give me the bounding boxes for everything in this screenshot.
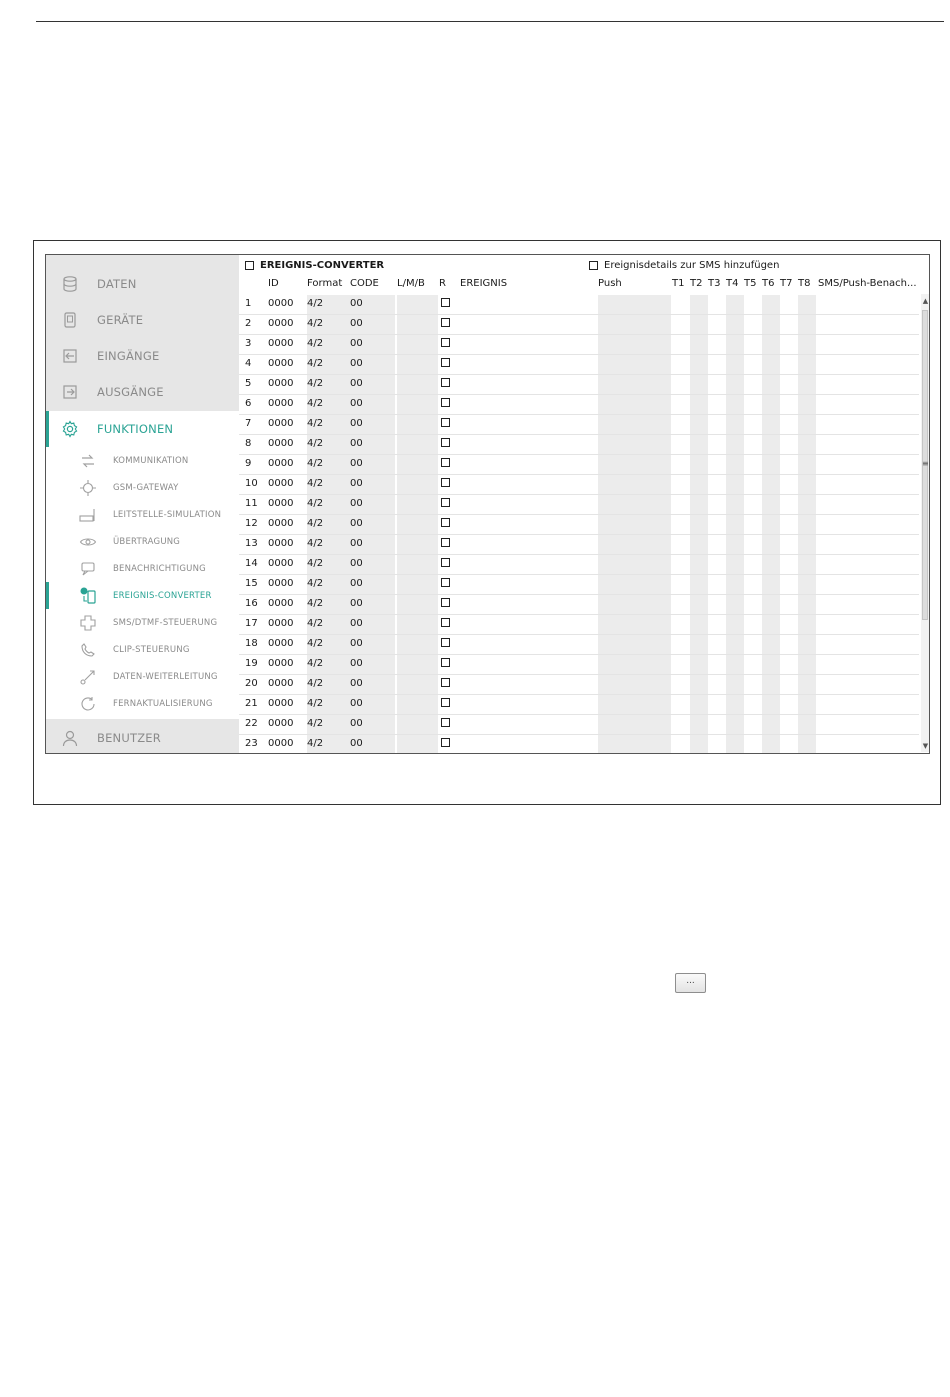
table-row[interactable] [239,475,919,495]
row-number[interactable]: 3 [245,338,252,349]
code-cell[interactable]: 00 [350,638,363,649]
sidebar-item-geraete[interactable] [46,302,239,338]
table-row[interactable] [239,595,919,615]
table-row[interactable] [239,555,919,575]
restore-checkbox[interactable] [441,438,450,447]
restore-checkbox[interactable] [441,418,450,427]
sidebar-item-label: FUNKTIONEN [97,422,174,436]
row-number[interactable]: 13 [245,538,258,549]
id-cell[interactable]: 0000 [268,458,294,469]
code-cell[interactable]: 00 [350,698,363,709]
row-number[interactable]: 7 [245,418,252,429]
table-row[interactable] [239,515,919,535]
sidebar-subitem-fernaktualisierung[interactable] [46,690,239,717]
code-cell[interactable]: 00 [350,598,363,609]
format-cell[interactable]: 4/2 [307,418,324,429]
code-cell[interactable]: 00 [350,718,363,729]
event-converter-checkbox[interactable] [245,261,254,270]
sidebar-subitem-gsm-gateway[interactable] [46,474,239,501]
column-header[interactable]: T6 [762,278,775,289]
restore-checkbox[interactable] [441,458,450,467]
id-cell[interactable]: 0000 [268,298,294,309]
sidebar-item-daten[interactable] [46,266,239,302]
row-number[interactable]: 19 [245,658,258,669]
row-number[interactable]: 15 [245,578,258,589]
row-number[interactable]: 9 [245,458,252,469]
event-converter-panel [239,255,929,753]
column-header[interactable]: T7 [780,278,793,289]
restore-checkbox[interactable] [441,558,450,567]
event-converter-toggle[interactable] [245,260,384,271]
remote-update-icon [79,695,97,713]
restore-checkbox-cell [441,555,450,574]
user-icon [61,729,79,747]
sidebar-item-eingaenge[interactable] [46,338,239,374]
sidebar-item-benutzer[interactable] [46,720,239,754]
restore-checkbox-cell [441,715,450,734]
row-number[interactable]: 18 [245,638,258,649]
id-cell[interactable]: 0000 [268,678,294,689]
format-cell[interactable]: 4/2 [307,338,324,349]
id-cell[interactable]: 0000 [268,558,294,569]
row-number[interactable]: 12 [245,518,258,529]
sidebar-subitem-ereignis-converter[interactable] [46,582,239,609]
sidebar-item-label: AUSGÄNGE [97,385,164,399]
code-cell[interactable]: 00 [350,538,363,549]
code-cell[interactable]: 00 [350,438,363,449]
restore-checkbox-cell [441,455,450,474]
sidebar-subitem-benachrichtigung[interactable] [46,555,239,582]
sidebar-subitem-label: ÜBERTRAGUNG [113,536,181,547]
column-header[interactable]: T8 [798,278,811,289]
table-row[interactable] [239,395,919,415]
page-top-rule [36,21,944,22]
restore-checkbox[interactable] [441,398,450,407]
format-cell[interactable]: 4/2 [307,678,324,689]
format-cell[interactable]: 4/2 [307,558,324,569]
table-row[interactable] [239,695,919,715]
restore-checkbox-cell [441,295,450,314]
code-cell[interactable]: 00 [350,738,363,749]
code-cell[interactable]: 00 [350,518,363,529]
format-cell[interactable]: 4/2 [307,658,324,669]
sidebar-subitem-leitstelle-simulation[interactable] [46,501,239,528]
restore-checkbox[interactable] [441,618,450,627]
code-cell[interactable]: 00 [350,498,363,509]
restore-checkbox-cell [441,315,450,334]
column-header[interactable]: L/M/B [397,278,425,289]
event-table [239,275,919,753]
format-cell[interactable]: 4/2 [307,578,324,589]
restore-checkbox[interactable] [441,718,450,727]
sidebar-item-funktionen[interactable] [46,411,239,447]
output-icon [61,383,79,401]
restore-checkbox-cell [441,355,450,374]
restore-checkbox-cell [441,395,450,414]
id-cell[interactable]: 0000 [268,538,294,549]
table-row[interactable] [239,675,919,695]
sidebar-subitem-label: CLIP-STEUERUNG [113,644,190,655]
id-cell[interactable]: 0000 [268,358,294,369]
table-row[interactable] [239,415,919,435]
restore-checkbox[interactable] [441,638,450,647]
table-row[interactable] [239,615,919,635]
row-number[interactable]: 20 [245,678,258,689]
id-cell[interactable]: 0000 [268,738,294,749]
format-cell[interactable]: 4/2 [307,738,324,749]
row-number[interactable]: 4 [245,358,252,369]
table-row[interactable] [239,455,919,475]
sidebar-subitem-label: FERNAKTUALISIERUNG [113,698,213,709]
database-icon [61,275,79,293]
restore-checkbox[interactable] [441,578,450,587]
restore-checkbox-cell [441,635,450,654]
column-header[interactable]: ID [268,278,279,289]
restore-checkbox[interactable] [441,318,450,327]
sidebar-subitem-clip-steuerung[interactable] [46,636,239,663]
column-header[interactable]: T4 [726,278,739,289]
restore-checkbox-cell [441,435,450,454]
id-cell[interactable]: 0000 [268,318,294,329]
restore-checkbox-cell [441,375,450,394]
format-cell[interactable]: 4/2 [307,478,324,489]
row-number[interactable]: 8 [245,438,252,449]
restore-checkbox[interactable] [441,658,450,667]
restore-checkbox[interactable] [441,698,450,707]
restore-checkbox[interactable] [441,338,450,347]
sidebar-subitem-label: LEITSTELLE-SIMULATION [113,509,222,520]
format-cell[interactable]: 4/2 [307,538,324,549]
format-cell[interactable]: 4/2 [307,698,324,709]
code-cell[interactable]: 00 [350,618,363,629]
table-row[interactable] [239,655,919,675]
sidebar-item-ausgaenge[interactable] [46,374,239,410]
communication-icon [79,452,97,470]
sms-control-icon [79,614,97,632]
format-cell[interactable]: 4/2 [307,378,324,389]
restore-checkbox-cell [441,475,450,494]
scroll-up-arrow[interactable]: ▲ [922,297,929,305]
row-number[interactable]: 14 [245,558,258,569]
sidebar-subitem-sms-dtmf-steuerung[interactable] [46,609,239,636]
row-number[interactable]: 21 [245,698,258,709]
format-cell[interactable]: 4/2 [307,638,324,649]
sidebar-submenu [46,447,239,719]
sidebar-item-label: GERÄTE [97,313,144,327]
clip-control-icon [79,641,97,659]
id-cell[interactable]: 0000 [268,658,294,669]
sidebar-subitem-label: KOMMUNIKATION [113,455,189,466]
id-cell[interactable]: 0000 [268,518,294,529]
ellipsis-button[interactable]: ... [675,973,706,993]
row-number[interactable]: 23 [245,738,258,749]
sidebar-subitem-kommunikation[interactable] [46,447,239,474]
id-cell[interactable]: 0000 [268,378,294,389]
table-row[interactable] [239,735,919,753]
restore-checkbox[interactable] [441,298,450,307]
scrollbar-grip-icon: ≡ [922,459,929,468]
table-row[interactable] [239,295,919,315]
restore-checkbox-cell [441,735,450,753]
column-header[interactable]: CODE [350,278,379,289]
id-cell[interactable]: 0000 [268,578,294,589]
row-number[interactable]: 6 [245,398,252,409]
sidebar-subitem-label: DATEN-WEITERLEITUNG [113,671,218,682]
format-cell[interactable]: 4/2 [307,438,324,449]
column-header[interactable]: T1 [672,278,685,289]
restore-checkbox[interactable] [441,478,450,487]
sidebar [46,255,239,753]
id-cell[interactable]: 0000 [268,418,294,429]
restore-checkbox[interactable] [441,538,450,547]
restore-checkbox-cell [441,615,450,634]
row-number[interactable]: 11 [245,498,258,509]
row-number[interactable]: 1 [245,298,252,309]
sms-details-label: Ereignisdetails zur SMS hinzufügen [604,260,780,271]
format-cell[interactable]: 4/2 [307,518,324,529]
format-cell[interactable]: 4/2 [307,398,324,409]
data-forwarding-icon [79,668,97,686]
event-converter-icon [79,587,97,605]
code-cell[interactable]: 00 [350,338,363,349]
scroll-down-arrow[interactable]: ▼ [922,742,929,750]
id-cell[interactable]: 0000 [268,618,294,629]
table-row[interactable] [239,375,919,395]
id-cell[interactable]: 0000 [268,638,294,649]
row-number[interactable]: 10 [245,478,258,489]
column-header[interactable]: Format [307,278,343,289]
format-cell[interactable]: 4/2 [307,618,324,629]
id-cell[interactable]: 0000 [268,438,294,449]
code-cell[interactable]: 00 [350,578,363,589]
column-header[interactable]: EREIGNIS [460,278,508,289]
code-cell[interactable]: 00 [350,418,363,429]
restore-checkbox-cell [441,655,450,674]
column-header[interactable]: Push [598,278,622,289]
id-cell[interactable]: 0000 [268,398,294,409]
sidebar-item-label: DATEN [97,277,137,291]
code-cell[interactable]: 00 [350,358,363,369]
sidebar-subitem-uebertragung[interactable] [46,528,239,555]
format-cell[interactable]: 4/2 [307,498,324,509]
code-cell[interactable]: 00 [350,558,363,569]
restore-checkbox-cell [441,575,450,594]
sidebar-subitem-label: BENACHRICHTIGUNG [113,563,206,574]
restore-checkbox[interactable] [441,498,450,507]
format-cell[interactable]: 4/2 [307,298,324,309]
event-converter-label: EREIGNIS-CONVERTER [260,260,385,271]
gear-icon [61,420,79,438]
sms-details-toggle[interactable] [589,260,779,271]
row-number[interactable]: 16 [245,598,258,609]
id-cell[interactable]: 0000 [268,718,294,729]
eye-icon [79,533,97,551]
code-cell[interactable]: 00 [350,378,363,389]
app-window [45,254,930,754]
restore-checkbox-cell [441,335,450,354]
restore-checkbox-cell [441,495,450,514]
restore-checkbox-cell [441,695,450,714]
column-header[interactable]: T2 [690,278,703,289]
format-cell[interactable]: 4/2 [307,358,324,369]
sidebar-subitem-label: GSM-GATEWAY [113,482,179,493]
restore-checkbox[interactable] [441,598,450,607]
id-cell[interactable]: 0000 [268,698,294,709]
column-header[interactable]: R [439,278,446,289]
code-cell[interactable]: 00 [350,318,363,329]
sidebar-item-label: BENUTZER [97,731,161,745]
row-number[interactable]: 2 [245,318,252,329]
device-icon [61,311,79,329]
restore-checkbox[interactable] [441,738,450,747]
sidebar-subitem-label: SMS/DTMF-STEUERUNG [113,617,218,628]
column-header[interactable]: SMS/Push-Benach... [818,278,917,289]
restore-checkbox[interactable] [441,678,450,687]
table-row[interactable] [239,335,919,355]
row-number[interactable]: 5 [245,378,252,389]
restore-checkbox[interactable] [441,378,450,387]
restore-checkbox-cell [441,535,450,554]
restore-checkbox[interactable] [441,518,450,527]
sidebar-subitem-label: EREIGNIS-CONVERTER [113,590,212,601]
id-cell[interactable]: 0000 [268,498,294,509]
code-cell[interactable]: 00 [350,398,363,409]
id-cell[interactable]: 0000 [268,478,294,489]
monitoring-station-icon [79,506,97,524]
code-cell[interactable]: 00 [350,478,363,489]
column-header[interactable]: T3 [708,278,721,289]
table-row[interactable] [239,635,919,655]
restore-checkbox-cell [441,595,450,614]
row-number[interactable]: 22 [245,718,258,729]
table-row[interactable] [239,315,919,335]
code-cell[interactable]: 00 [350,678,363,689]
sidebar-subitem-daten-weiterleitung[interactable] [46,663,239,690]
code-cell[interactable]: 00 [350,458,363,469]
restore-checkbox-cell [441,675,450,694]
notification-icon [79,560,97,578]
table-row[interactable] [239,715,919,735]
code-cell[interactable]: 00 [350,298,363,309]
table-scrollbar[interactable] [921,294,930,752]
row-number[interactable]: 17 [245,618,258,629]
format-cell[interactable]: 4/2 [307,598,324,609]
input-icon [61,347,79,365]
id-cell[interactable]: 0000 [268,338,294,349]
table-row[interactable] [239,435,919,455]
column-header[interactable]: T5 [744,278,757,289]
restore-checkbox-cell [441,515,450,534]
sidebar-item-label: EINGÄNGE [97,349,160,363]
format-cell[interactable]: 4/2 [307,718,324,729]
code-cell[interactable]: 00 [350,658,363,669]
table-row[interactable] [239,495,919,515]
format-cell[interactable]: 4/2 [307,458,324,469]
gsm-gateway-icon [79,479,97,497]
table-row[interactable] [239,535,919,555]
table-row[interactable] [239,575,919,595]
restore-checkbox-cell [441,415,450,434]
restore-checkbox[interactable] [441,358,450,367]
id-cell[interactable]: 0000 [268,598,294,609]
table-row[interactable] [239,355,919,375]
sms-details-checkbox[interactable] [589,261,598,270]
format-cell[interactable]: 4/2 [307,318,324,329]
